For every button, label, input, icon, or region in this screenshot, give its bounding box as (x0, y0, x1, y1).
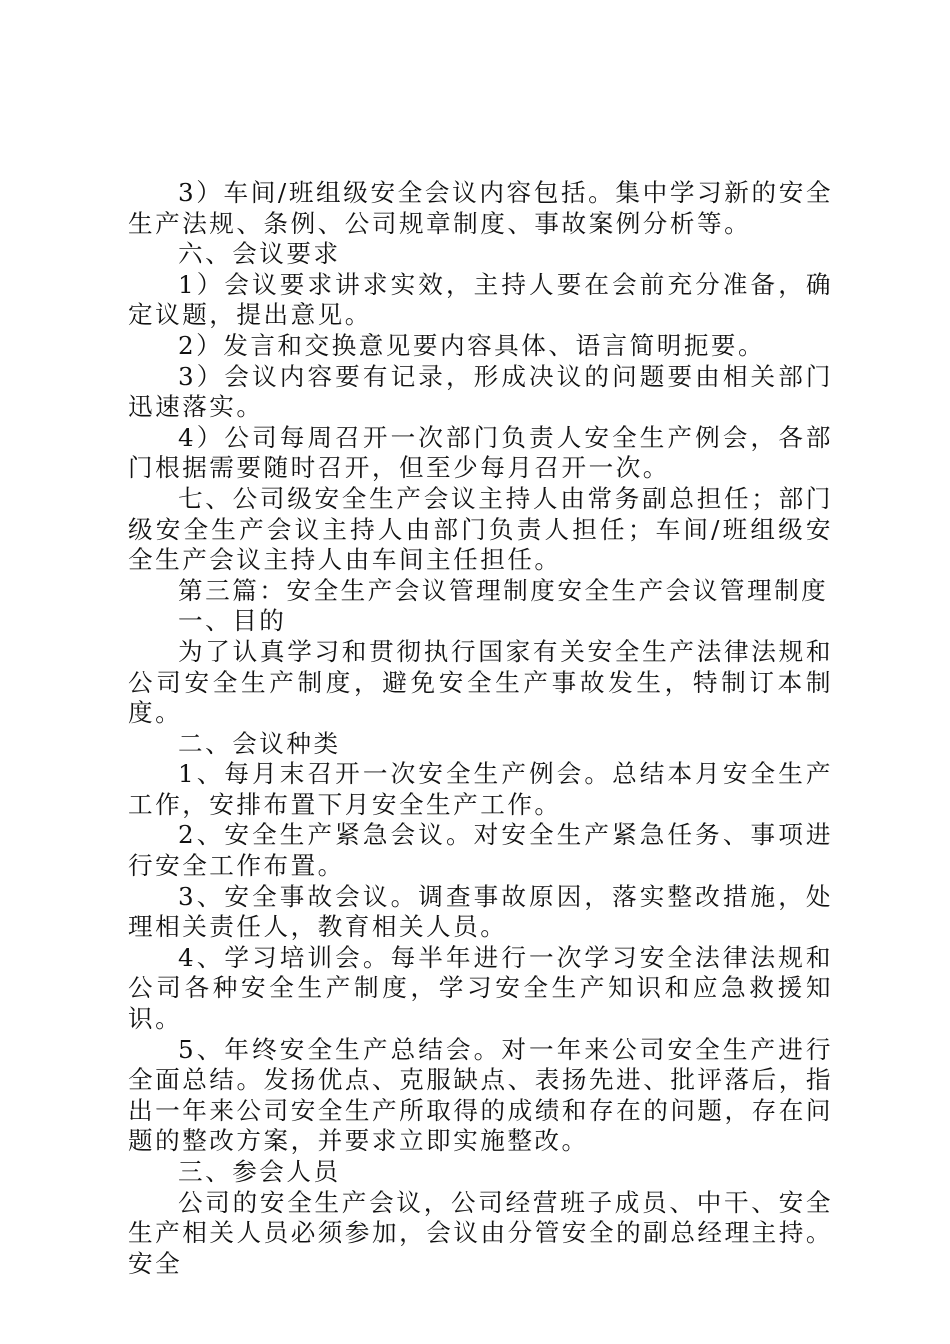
requirement-item-2: 2）发言和交换意见要内容具体、语言简明扼要。 (178, 330, 766, 360)
meeting-type-item-2: 2、安全生产紧急会议。对安全生产紧急任务、事项进行安全工作布置。 (128, 820, 833, 881)
section-seven-meeting-hosts: 七、公司级安全生产会议主持人由常务副总担任；部门级安全生产会议主持人由部门负责人担任；车间/班组级安全生产会议主持人由车间主任担任。 (128, 483, 833, 575)
meeting-type-item-4: 4、学习培训会。每半年进行一次学习安全法律法规和公司各种安全生产制度，学习安全生产知识和应急救援知识。 (128, 942, 833, 1034)
requirement-item-1: 1）会议要求讲求实效，主持人要在会前充分准备，确定议题，提出意见。 (128, 269, 833, 330)
section-heading-attendees: 三、参会人员 (178, 1157, 341, 1186)
requirement-item-3: 3）会议内容要有记录，形成决议的问题要由相关部门迅速落实。 (128, 361, 833, 422)
purpose-text: 为了认真学习和贯彻执行国家有关安全生产法律法规和公司安全生产制度，避免安全生产事故发生，特制订本制度。 (128, 636, 833, 728)
requirement-item-4: 4）公司每周召开一次部门负责人安全生产例会，各部门根据需要随时召开，但至少每月召开一次。 (128, 422, 833, 483)
paragraph-item-3-workshop-meeting-content: 3）车间/班组级安全会议内容包括。集中学习新的安全生产法规、条例、公司规章制度、事故案例分析等。 (128, 178, 833, 238)
document-body (128, 178, 833, 1279)
meeting-type-item-1: 1、每月末召开一次安全生产例会。总结本月安全生产工作，安排布置下月安全生产工作。 (128, 759, 833, 819)
section-heading-meeting-types: 二、会议种类 (178, 728, 341, 758)
chapter-three-title: 第三篇：安全生产会议管理制度安全生产会议管理制度 (178, 575, 829, 605)
meeting-type-item-3: 3、安全事故会议。调查事故原因，落实整改措施，处理相关责任人，教育相关人员。 (128, 881, 833, 942)
section-heading-meeting-requirements: 六、会议要求 (178, 239, 341, 269)
meeting-type-item-5: 5、年终安全生产总结会。对一年来公司安全生产进行全面总结。发扬优点、克服缺点、表扬先进、批评落后，指出一年来公司安全生产所取得的成绩和存在的问题，存在问题的整改方案，并要求立即实施整改。 (128, 1034, 833, 1156)
attendees-text: 公司的安全生产会议，公司经营班子成员、中干、安全生产相关人员必须参加，会议由分管安全的副总经理主持。安全 (128, 1187, 833, 1278)
section-heading-purpose: 一、目的 (178, 606, 287, 636)
